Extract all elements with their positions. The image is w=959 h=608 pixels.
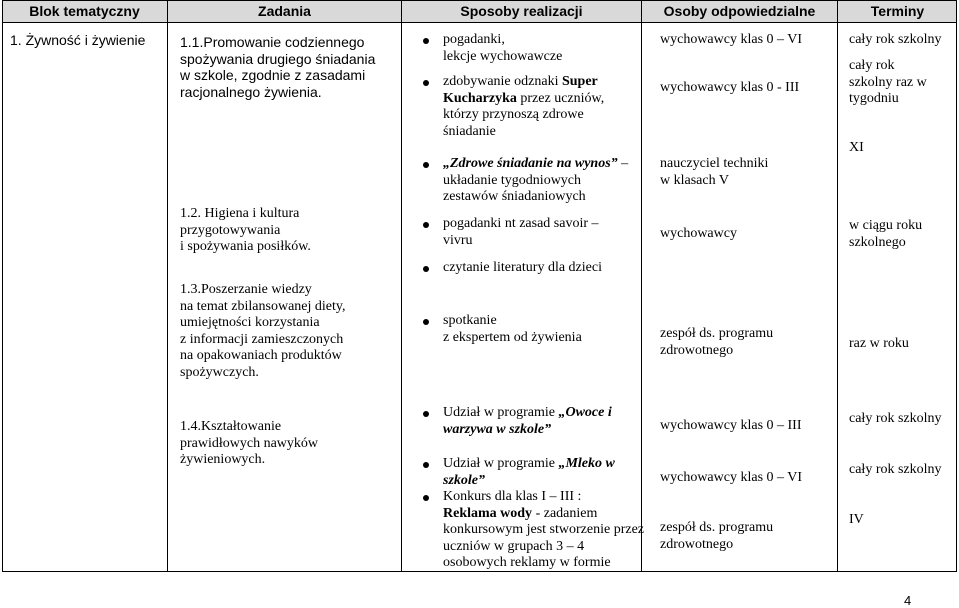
- border-right: [956, 0, 957, 572]
- method-spotkanie: spotkanie z ekspertem od żywienia: [443, 313, 582, 345]
- col-divider-2: [401, 0, 402, 572]
- method-pogadanki: pogadanki, lekcje wychowawcze: [443, 32, 563, 64]
- term-2: cały rok szkolny raz w tygodniu: [849, 58, 927, 106]
- col-divider-3: [641, 0, 642, 572]
- person-2: wychowawcy klas 0 - III: [660, 80, 800, 95]
- header-persons: Osoby odpowiedzialne: [642, 0, 837, 22]
- method-zdrowe-sniadanie: „Zdrowe śniadanie na wynos” – układanie tygodniowych zestawów śniadaniowych: [443, 156, 629, 204]
- method-czytanie: czytanie literatury dla dzieci: [443, 260, 602, 275]
- method-savoir-vivre: pogadanki nt zasad savoir – vivru: [443, 216, 599, 248]
- person-8: zespół ds. programu zdrowotnego: [660, 520, 774, 552]
- bullet-icon: [423, 411, 429, 417]
- person-7: wychowawcy klas 0 – VI: [660, 470, 803, 485]
- bullet-icon: [423, 266, 429, 272]
- plan-table: [2, 0, 957, 572]
- border-header: [2, 22, 957, 23]
- term-1: cały rok szkolny: [849, 32, 942, 47]
- method-odznaka: zdobywanie odznaki Super Kucharzyka przez uczniów, którzy przynoszą zdrowe śniadanie: [443, 74, 605, 139]
- col-divider-1: [167, 0, 168, 572]
- bullet-icon: [423, 495, 429, 501]
- term-4: w ciągu roku szkolnego: [849, 218, 923, 250]
- task-1-1: 1.1.Promowanie codziennego spożywania drugiego śniadania w szkole, zgodnie z zasadami racjonalnego żywienia.: [180, 34, 376, 100]
- method-owoce-warzywa: Udział w programie „Owoce i warzywa w szkole”: [443, 405, 612, 437]
- header-block: Blok tematyczny: [2, 0, 167, 22]
- bullet-icon: [423, 38, 429, 44]
- term-8: IV: [849, 512, 864, 527]
- bullet-icon: [423, 222, 429, 228]
- term-6: cały rok szkolny: [849, 411, 942, 426]
- task-1-3: 1.3.Poszerzanie wiedzy na temat zbilansowanej diety, umiejętności korzystania z informacji zamieszczonych na opakowaniach produktów spożywczych.: [180, 282, 346, 380]
- method-konkurs: Konkurs dla klas I – III : Reklama wody - zadaniem konkursowym jest stworzenie przez uczniów w grupach 3 – 4 osobowych reklamy w formie: [443, 489, 644, 570]
- person-3: nauczyciel techniki w klasach V: [660, 156, 769, 188]
- border-top: [2, 0, 957, 1]
- header-tasks: Zadania: [168, 0, 401, 22]
- method-mleko: Udział w programie „Mleko w szkole”: [443, 456, 615, 488]
- block-title: 1. Żywność i żywienie: [10, 32, 146, 48]
- bullet-icon: [423, 80, 429, 86]
- person-5: zespół ds. programu zdrowotnego: [660, 326, 774, 358]
- person-1: wychowawcy klas 0 – VI: [660, 32, 803, 47]
- task-1-4: 1.4.Kształtowanie prawidłowych nawyków żywieniowych.: [180, 419, 319, 467]
- border-left: [2, 0, 3, 572]
- bullet-icon: [423, 162, 429, 168]
- header-methods: Sposoby realizacji: [402, 0, 641, 22]
- person-4: wychowawcy: [660, 226, 737, 241]
- term-3: XI: [849, 140, 864, 155]
- col-divider-4: [837, 0, 838, 572]
- person-6: wychowawcy klas 0 – III: [660, 418, 802, 433]
- task-1-2: 1.2. Higiena i kultura przygotowywania i spożywania posiłków.: [180, 206, 311, 254]
- page-number: 4: [904, 593, 912, 608]
- header-terms: Terminy: [838, 0, 957, 22]
- term-5: raz w roku: [849, 336, 909, 351]
- bullet-icon: [423, 462, 429, 468]
- bullet-icon: [423, 319, 429, 325]
- term-7: cały rok szkolny: [849, 462, 942, 477]
